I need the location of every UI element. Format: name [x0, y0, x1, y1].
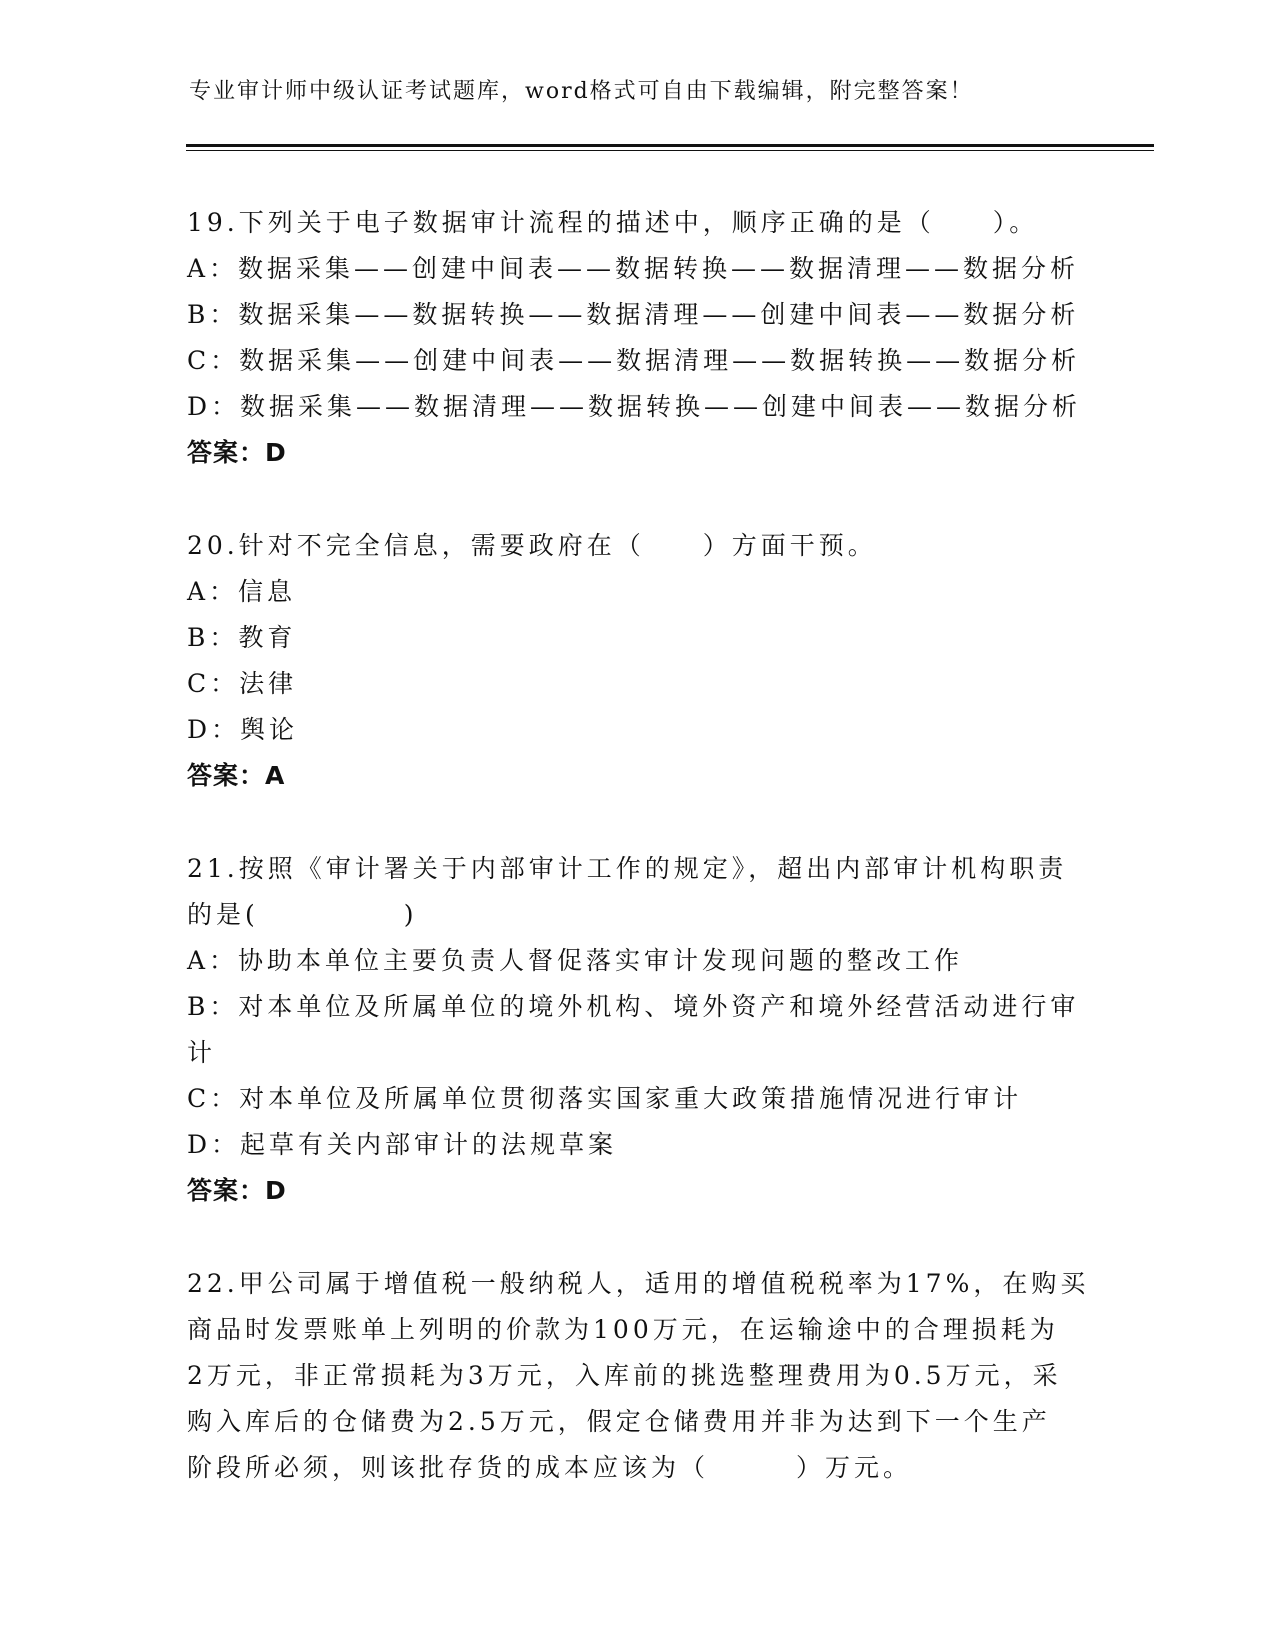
- option-b-continued: 计: [187, 1038, 217, 1067]
- page-header: 专业审计师中级认证考试题库，word格式可自由下载编辑，附完整答案！: [189, 79, 974, 104]
- header-rule-thin: [186, 150, 1154, 151]
- question-stem: 19.下列关于电子数据审计流程的描述中，顺序正确的是（ ）。: [187, 208, 1039, 237]
- header-rule-thick: [186, 144, 1154, 147]
- question-21: [187, 846, 1087, 1214]
- option-b: B：对本单位及所属单位的境外机构、境外资产和境外经营活动进行审: [187, 992, 1080, 1021]
- option-a: A：协助本单位主要负责人督促落实审计发现问题的整改工作: [187, 946, 964, 975]
- option-a: A：信息: [187, 577, 297, 606]
- question-22: [187, 1261, 1090, 1491]
- question-stem-line: 商品时发票账单上列明的价款为100万元，在运输途中的合理损耗为: [187, 1315, 1059, 1344]
- question-19: [187, 200, 1087, 476]
- question-stem: 20.针对不完全信息，需要政府在（ ）方面干预。: [187, 531, 877, 560]
- question-stem-line: 2万元，非正常损耗为3万元，入库前的挑选整理费用为0.5万元，采: [187, 1361, 1062, 1390]
- option-d: D：数据采集——数据清理——数据转换——创建中间表——数据分析: [187, 392, 1082, 421]
- question-list: [187, 200, 1090, 1538]
- answer: 答案：A: [187, 761, 286, 790]
- option-b: B：数据采集——数据转换——数据清理——创建中间表——数据分析: [187, 300, 1080, 329]
- option-c: C：数据采集——创建中间表——数据清理——数据转换——数据分析: [187, 346, 1081, 375]
- option-a: A：数据采集——创建中间表——数据转换——数据清理——数据分析: [187, 254, 1080, 283]
- option-d: D：舆论: [187, 715, 299, 744]
- question-20: [187, 523, 1087, 799]
- question-stem-line: 22.甲公司属于增值税一般纳税人，适用的增值税税率为17%，在购买: [187, 1269, 1090, 1298]
- answer: 答案：D: [187, 1176, 287, 1205]
- question-stem-line: 21.按照《审计署关于内部审计工作的规定》，超出内部审计机构职责: [187, 854, 1068, 883]
- question-stem-line: 阶段所必须，则该批存货的成本应该为（ ）万元。: [187, 1453, 913, 1482]
- option-d: D：起草有关内部审计的法规草案: [187, 1130, 618, 1159]
- option-b: B：教育: [187, 623, 297, 652]
- option-c: C：法律: [187, 669, 298, 698]
- answer: 答案：D: [187, 438, 287, 467]
- question-stem-line: 的是( ): [187, 900, 418, 929]
- option-c: C：对本单位及所属单位贯彻落实国家重大政策措施情况进行审计: [187, 1084, 1023, 1113]
- question-stem-line: 购入库后的仓储费为2.5万元，假定仓储费用并非为达到下一个生产: [187, 1407, 1051, 1436]
